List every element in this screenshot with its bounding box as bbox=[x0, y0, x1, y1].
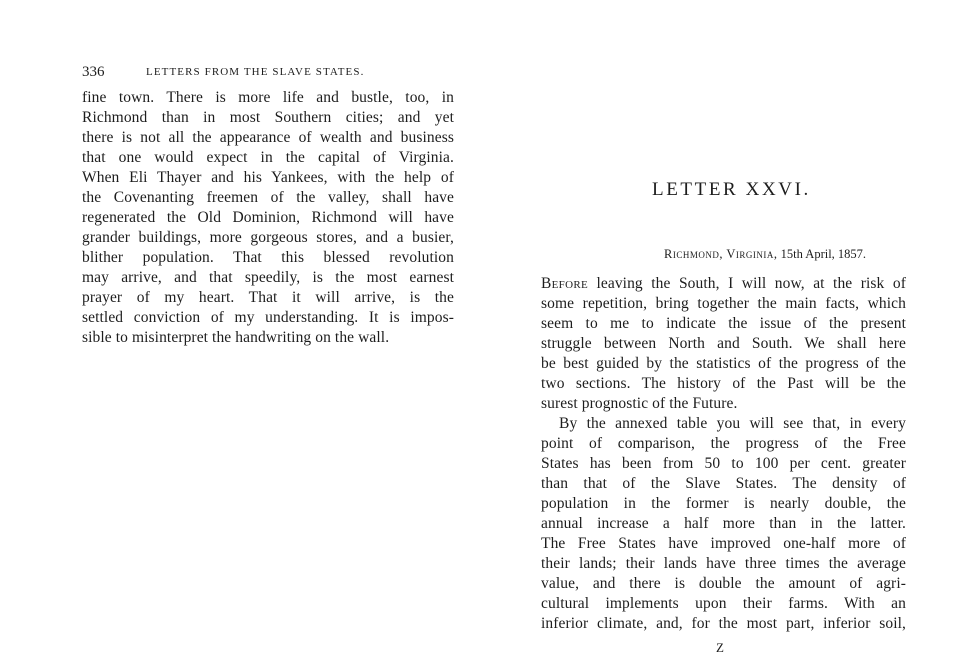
text-line: be best guided by the statistics of the progress of the bbox=[541, 355, 906, 372]
text-line: By the annexed table you will see that, in every bbox=[559, 415, 906, 432]
letter-heading: LETTER XXVI. bbox=[652, 179, 811, 200]
text-line: two sections. The history of the Past will be the bbox=[541, 375, 906, 392]
dateline bbox=[664, 245, 866, 263]
opening-word: Before bbox=[541, 275, 588, 292]
text-line: surest prognostic of the Future. bbox=[541, 395, 738, 412]
text-line: fine town. There is more life and bustle, too, in bbox=[82, 89, 454, 106]
text-line: settled conviction of my understanding. It is impos- bbox=[82, 309, 454, 326]
text-line: the Covenanting freemen of the valley, shall have bbox=[82, 189, 454, 206]
text-line: there is not all the appearance of wealth and business bbox=[82, 129, 454, 146]
running-title: LETTERS FROM THE SLAVE STATES. bbox=[146, 66, 365, 78]
text-line: seem to me to indicate the issue of the present bbox=[541, 315, 906, 332]
text-line: that one would expect in the capital of Virginia. bbox=[82, 149, 454, 166]
text-line: their lands; their lands have three times the average bbox=[541, 555, 906, 572]
text-line: struggle between North and South. We shall here bbox=[541, 335, 906, 352]
text-line: some repetition, bring together the main facts, which bbox=[541, 295, 906, 312]
signature-mark: Z bbox=[716, 640, 724, 655]
text-line: grander buildings, more gorgeous stores, and a busier, bbox=[82, 229, 454, 246]
left-body-text bbox=[82, 88, 454, 348]
running-head bbox=[82, 62, 454, 82]
opening-line-rest: leaving the South, I will now, at the risk of bbox=[587, 275, 906, 292]
text-line: inferior climate, and, for the most part, inferior soil, bbox=[541, 615, 906, 632]
text-line: value, and there is double the amount of agri- bbox=[541, 575, 906, 592]
text-line: annual increase a half more than in the latter. bbox=[541, 515, 906, 532]
text-line: sible to misinterpret the handwriting on the wall. bbox=[82, 329, 390, 346]
text-line: When Eli Thayer and his Yankees, with the help of bbox=[82, 169, 454, 186]
page-number: 336 bbox=[82, 64, 105, 80]
text-line: regenerated the Old Dominion, Richmond will have bbox=[82, 209, 454, 226]
text-line: may arrive, and that speedily, is the most earnest bbox=[82, 269, 454, 286]
text-line: blither population. That this blessed revolution bbox=[82, 249, 454, 266]
text-line: point of comparison, the progress of the Free bbox=[541, 435, 906, 452]
text-line: than that of the Slave States. The density of bbox=[541, 475, 906, 492]
dateline-place: Richmond, Virginia, bbox=[664, 247, 778, 261]
text-line bbox=[541, 274, 906, 294]
text-line: The Free States have improved one-half more of bbox=[541, 535, 906, 552]
dateline-date: 15th April, 1857. bbox=[780, 247, 867, 261]
text-line: prayer of my heart. That it will arrive, is the bbox=[82, 289, 454, 306]
text-line: population in the former is nearly double, the bbox=[541, 495, 906, 512]
right-body-text bbox=[541, 274, 906, 634]
text-line: States has been from 50 to 100 per cent. greater bbox=[541, 455, 906, 472]
text-line: Richmond than in most Southern cities; and yet bbox=[82, 109, 454, 126]
text-line: cultural implements upon their farms. With an bbox=[541, 595, 906, 612]
